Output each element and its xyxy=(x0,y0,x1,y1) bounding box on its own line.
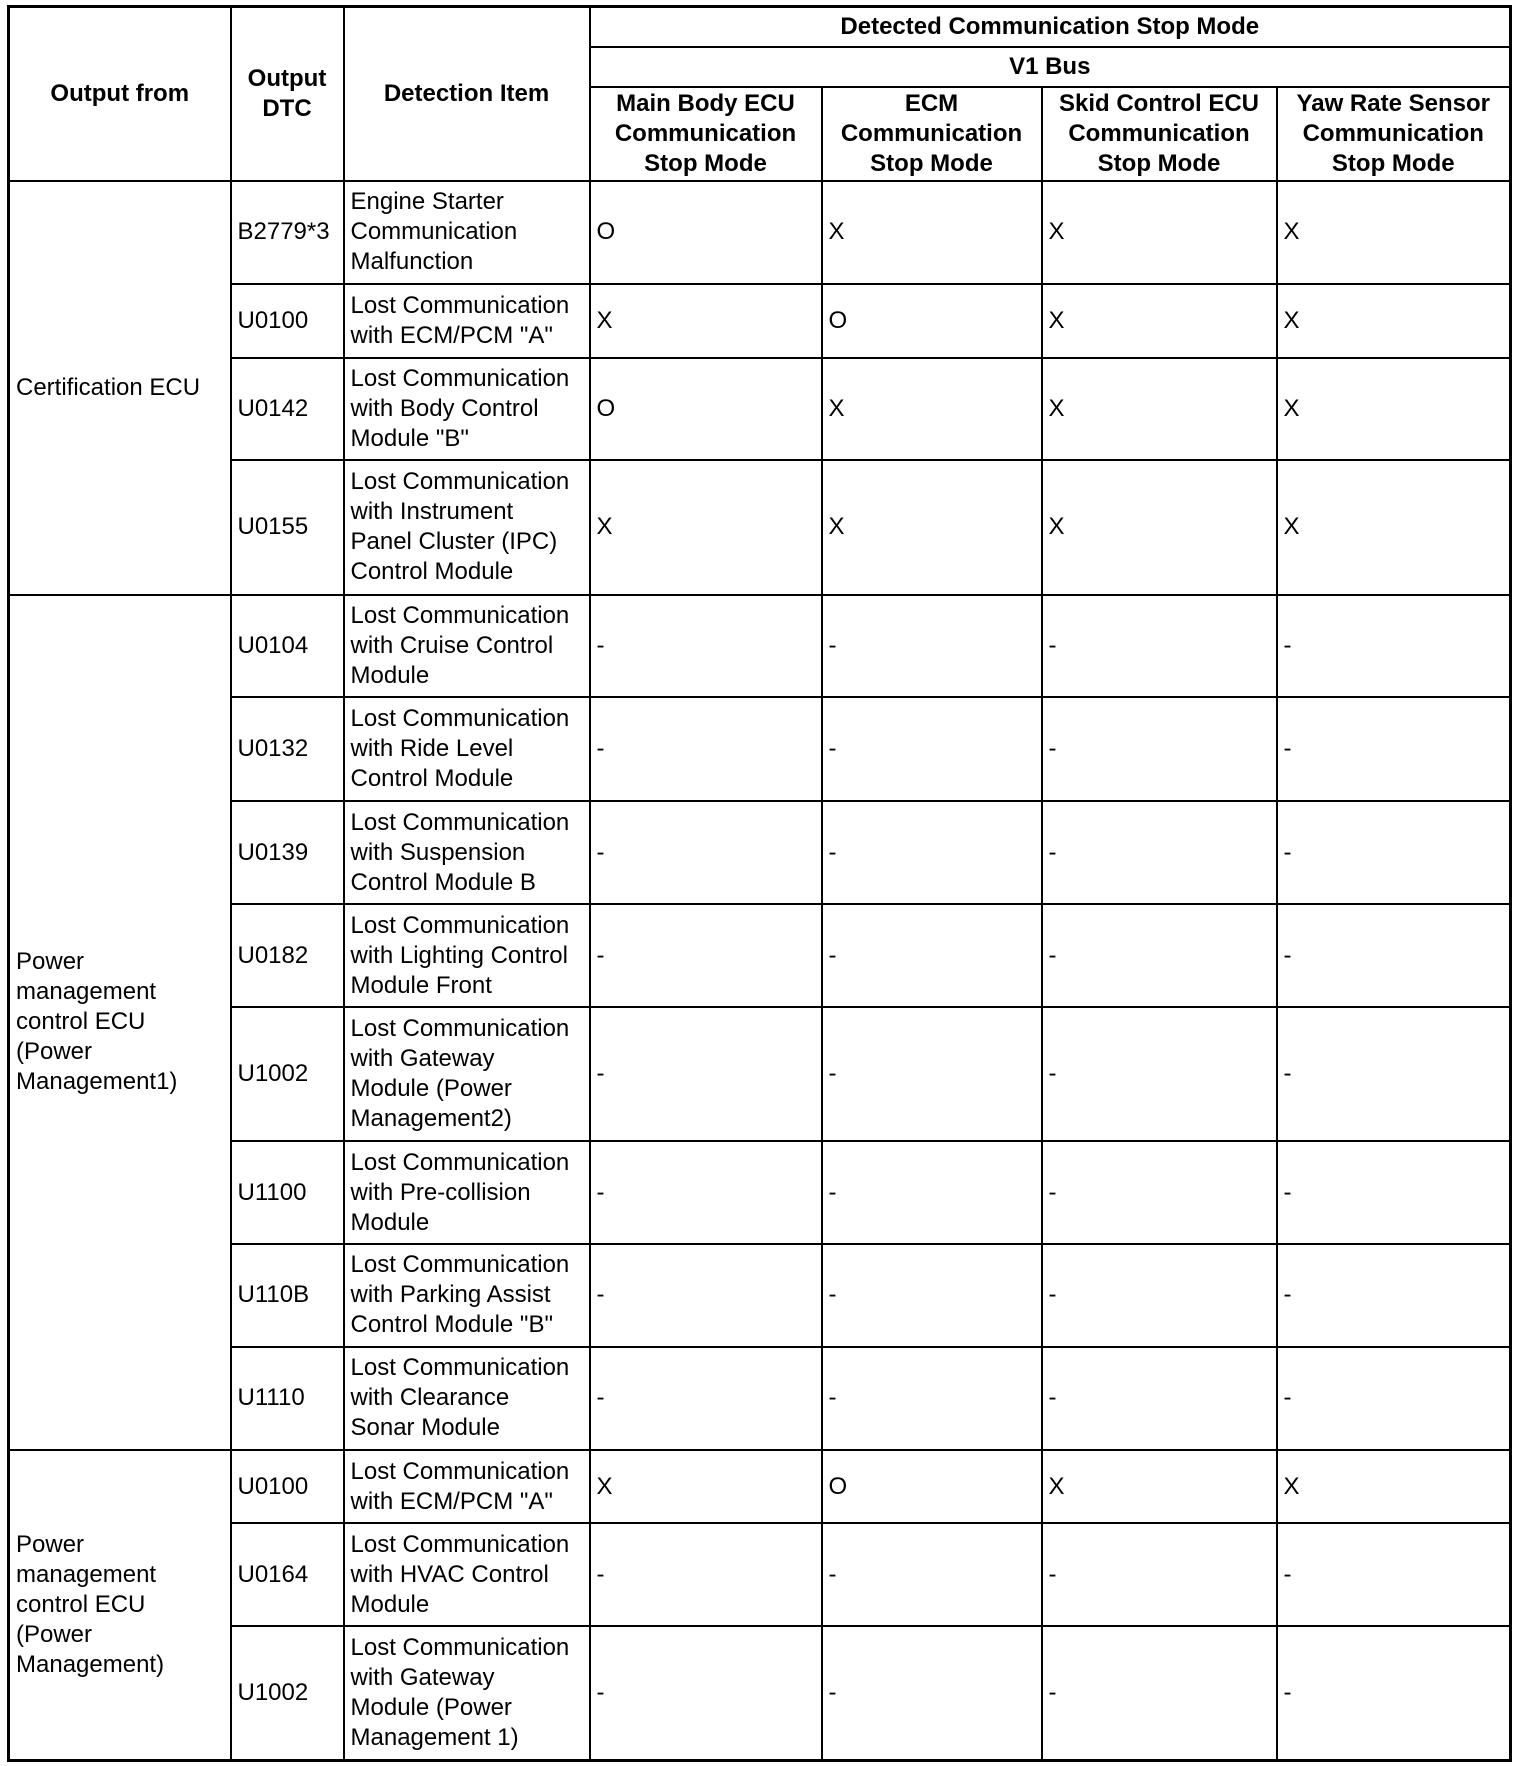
mode-cell-yaw-rate-sensor: - xyxy=(1277,697,1511,801)
mode-cell-skid-control-ecu: X xyxy=(1042,1450,1277,1524)
mode-cell-skid-control-ecu: - xyxy=(1042,1347,1277,1450)
mode-cell-skid-control-ecu: X xyxy=(1042,358,1277,461)
table-row xyxy=(9,284,1511,358)
table-row xyxy=(9,1450,1511,1524)
detection-item-cell: Lost Communication with Ride Level Control Module xyxy=(344,697,590,801)
dtc-code-cell: U1002 xyxy=(231,1007,344,1141)
mode-cell-ecm: - xyxy=(822,904,1042,1007)
mode-cell-yaw-rate-sensor: - xyxy=(1277,1626,1511,1760)
table-row xyxy=(9,904,1511,1007)
dtc-code-cell: U0164 xyxy=(231,1523,344,1626)
mode-cell-yaw-rate-sensor: - xyxy=(1277,595,1511,698)
dtc-code-cell: U110B xyxy=(231,1244,344,1347)
mode-cell-main-body-ecu: - xyxy=(590,1141,822,1244)
detection-item-cell: Lost Communication with Gateway Module (Power Management2) xyxy=(344,1007,590,1141)
dtc-code-cell: U1002 xyxy=(231,1626,344,1760)
detection-item-cell: Lost Communication with Cruise Control Module xyxy=(344,595,590,698)
dtc-communication-stop-table xyxy=(7,5,1512,1762)
detection-item-cell: Lost Communication with Parking Assist Control Module "B" xyxy=(344,1244,590,1347)
output-from-cell: Certification ECU xyxy=(9,181,231,595)
mode-cell-main-body-ecu: - xyxy=(590,1007,822,1141)
detection-item-cell: Lost Communication with Lighting Control Module Front xyxy=(344,904,590,1007)
mode-cell-main-body-ecu: - xyxy=(590,801,822,904)
mode-cell-ecm: - xyxy=(822,1141,1042,1244)
mode-cell-ecm: - xyxy=(822,595,1042,698)
detection-item-cell: Lost Communication with HVAC Control Module xyxy=(344,1523,590,1626)
table-row xyxy=(9,1244,1511,1347)
dtc-code-cell: U1100 xyxy=(231,1141,344,1244)
output-from-cell: Power management control ECU (Power Management1) xyxy=(9,595,231,1450)
mode-cell-skid-control-ecu: - xyxy=(1042,697,1277,801)
output-from-cell: Power management control ECU (Power Management) xyxy=(9,1450,231,1761)
detection-item-cell: Lost Communication with ECM/PCM "A" xyxy=(344,1450,590,1524)
mode-cell-skid-control-ecu: - xyxy=(1042,1244,1277,1347)
header-detected-mode: Detected Communication Stop Mode xyxy=(590,7,1511,48)
mode-cell-skid-control-ecu: X xyxy=(1042,284,1277,358)
mode-cell-yaw-rate-sensor: - xyxy=(1277,1523,1511,1626)
mode-cell-main-body-ecu: - xyxy=(590,1244,822,1347)
mode-cell-yaw-rate-sensor: - xyxy=(1277,801,1511,904)
detection-item-cell: Engine Starter Communication Malfunction xyxy=(344,181,590,284)
dtc-code-cell: B2779*3 xyxy=(231,181,344,284)
mode-cell-ecm: - xyxy=(822,1523,1042,1626)
mode-cell-ecm: - xyxy=(822,1244,1042,1347)
dtc-code-cell: U0100 xyxy=(231,284,344,358)
detection-item-cell: Lost Communication with Gateway Module (Power Management 1) xyxy=(344,1626,590,1760)
mode-cell-skid-control-ecu: - xyxy=(1042,1007,1277,1141)
detection-item-cell: Lost Communication with Instrument Panel Cluster (IPC) Control Module xyxy=(344,460,590,594)
mode-cell-yaw-rate-sensor: X xyxy=(1277,358,1511,461)
header-mode-skid-control-ecu: Skid Control ECU Communication Stop Mode xyxy=(1042,87,1277,181)
mode-cell-skid-control-ecu: - xyxy=(1042,904,1277,1007)
mode-cell-skid-control-ecu: - xyxy=(1042,595,1277,698)
mode-cell-yaw-rate-sensor: - xyxy=(1277,1007,1511,1141)
mode-cell-yaw-rate-sensor: - xyxy=(1277,1347,1511,1450)
mode-cell-yaw-rate-sensor: X xyxy=(1277,1450,1511,1524)
detection-item-cell: Lost Communication with ECM/PCM "A" xyxy=(344,284,590,358)
mode-cell-main-body-ecu: - xyxy=(590,1523,822,1626)
header-output-from: Output from xyxy=(9,7,231,182)
mode-cell-yaw-rate-sensor: - xyxy=(1277,1244,1511,1347)
table-row xyxy=(9,1347,1511,1450)
mode-cell-ecm: X xyxy=(822,460,1042,594)
mode-cell-ecm: - xyxy=(822,697,1042,801)
mode-cell-ecm: - xyxy=(822,1007,1042,1141)
dtc-code-cell: U0142 xyxy=(231,358,344,461)
table-row xyxy=(9,1141,1511,1244)
mode-cell-main-body-ecu: O xyxy=(590,181,822,284)
mode-cell-ecm: O xyxy=(822,284,1042,358)
mode-cell-ecm: X xyxy=(822,181,1042,284)
mode-cell-main-body-ecu: - xyxy=(590,1626,822,1760)
table-row xyxy=(9,595,1511,698)
table-row xyxy=(9,1007,1511,1141)
detection-item-cell: Lost Communication with Suspension Control Module B xyxy=(344,801,590,904)
detection-item-cell: Lost Communication with Pre-collision Module xyxy=(344,1141,590,1244)
table-body xyxy=(9,181,1511,1761)
mode-cell-skid-control-ecu: - xyxy=(1042,1141,1277,1244)
table-row xyxy=(9,697,1511,801)
mode-cell-main-body-ecu: X xyxy=(590,1450,822,1524)
mode-cell-ecm: - xyxy=(822,801,1042,904)
mode-cell-ecm: O xyxy=(822,1450,1042,1524)
table-row xyxy=(9,460,1511,594)
mode-cell-main-body-ecu: - xyxy=(590,904,822,1007)
mode-cell-main-body-ecu: X xyxy=(590,284,822,358)
dtc-code-cell: U0104 xyxy=(231,595,344,698)
header-mode-main-body-ecu: Main Body ECU Communication Stop Mode xyxy=(590,87,822,181)
mode-cell-yaw-rate-sensor: X xyxy=(1277,181,1511,284)
dtc-code-cell: U0182 xyxy=(231,904,344,1007)
mode-cell-yaw-rate-sensor: - xyxy=(1277,1141,1511,1244)
header-bus: V1 Bus xyxy=(590,47,1511,87)
dtc-code-cell: U0139 xyxy=(231,801,344,904)
mode-cell-main-body-ecu: - xyxy=(590,595,822,698)
mode-cell-main-body-ecu: X xyxy=(590,460,822,594)
table-row xyxy=(9,801,1511,904)
detection-item-cell: Lost Communication with Body Control Module "B" xyxy=(344,358,590,461)
header-mode-ecm: ECM Communication Stop Mode xyxy=(822,87,1042,181)
mode-cell-yaw-rate-sensor: X xyxy=(1277,284,1511,358)
mode-cell-skid-control-ecu: X xyxy=(1042,460,1277,594)
mode-cell-skid-control-ecu: - xyxy=(1042,801,1277,904)
mode-cell-ecm: - xyxy=(822,1626,1042,1760)
mode-cell-ecm: - xyxy=(822,1347,1042,1450)
mode-cell-main-body-ecu: O xyxy=(590,358,822,461)
mode-cell-skid-control-ecu: - xyxy=(1042,1523,1277,1626)
mode-cell-main-body-ecu: - xyxy=(590,1347,822,1450)
header-mode-yaw-rate-sensor: Yaw Rate Sensor Communication Stop Mode xyxy=(1277,87,1511,181)
header-detection-item: Detection Item xyxy=(344,7,590,182)
header-output-dtc: Output DTC xyxy=(231,7,344,182)
mode-cell-skid-control-ecu: - xyxy=(1042,1626,1277,1760)
mode-cell-yaw-rate-sensor: X xyxy=(1277,460,1511,594)
mode-cell-skid-control-ecu: X xyxy=(1042,181,1277,284)
table-row xyxy=(9,1626,1511,1760)
detection-item-cell: Lost Communication with Clearance Sonar Module xyxy=(344,1347,590,1450)
table-row xyxy=(9,181,1511,284)
mode-cell-ecm: X xyxy=(822,358,1042,461)
dtc-code-cell: U0155 xyxy=(231,460,344,594)
mode-cell-main-body-ecu: - xyxy=(590,697,822,801)
table-row xyxy=(9,358,1511,461)
table-row xyxy=(9,1523,1511,1626)
dtc-code-cell: U1110 xyxy=(231,1347,344,1450)
dtc-code-cell: U0132 xyxy=(231,697,344,801)
dtc-code-cell: U0100 xyxy=(231,1450,344,1524)
mode-cell-yaw-rate-sensor: - xyxy=(1277,904,1511,1007)
